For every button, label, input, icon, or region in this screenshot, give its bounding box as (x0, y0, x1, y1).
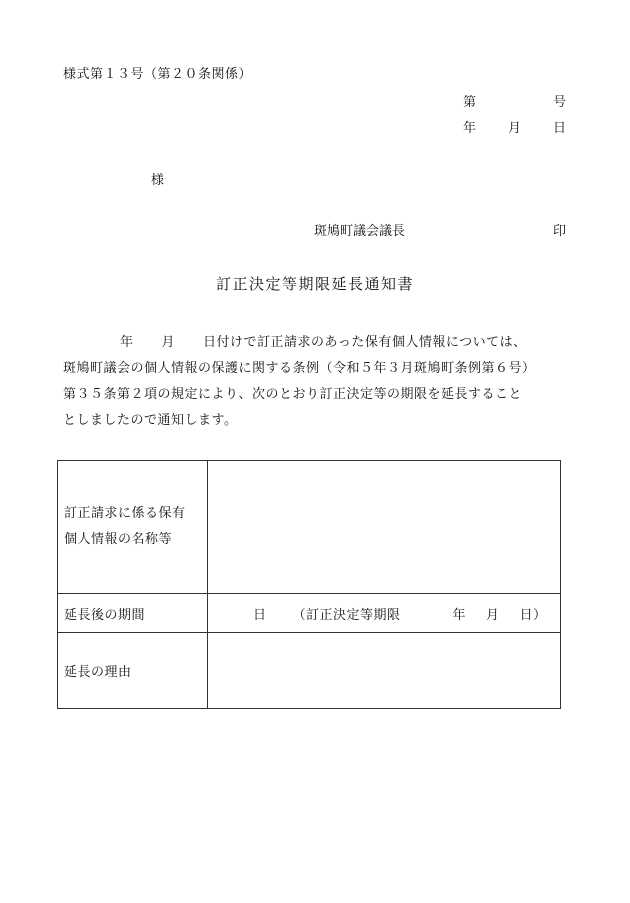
body-year: 年 (120, 335, 134, 350)
period-day: 日 (253, 607, 267, 623)
addressee-suffix: 様 (151, 173, 165, 188)
personal-info-name-label-line2: 個人情報の名称等 (64, 532, 173, 547)
body-line-3: 第３５条第２項の規定により、次のとおり訂正決定等の期限を延長すること (63, 387, 523, 402)
body-line-1 (63, 330, 573, 356)
personal-info-name-field[interactable] (208, 461, 561, 594)
date-year: 年 (463, 121, 477, 136)
document-title: 訂正決定等期限延長通知書 (215, 275, 414, 293)
document-number-suffix: 号 (553, 95, 567, 110)
date-day: 日 (553, 121, 567, 136)
sender-name: 斑鳩町議会議長 (314, 224, 406, 239)
date-month: 月 (508, 121, 522, 136)
table-row (58, 461, 561, 594)
deadline-month: 月 (486, 607, 500, 623)
table-row (58, 594, 561, 633)
body-line-2: 斑鳩町議会の個人情報の保護に関する条例（令和５年３月斑鳩町条例第６号） (63, 361, 536, 376)
deadline-year: 年 (452, 607, 467, 623)
body-paragraph (63, 330, 573, 434)
body-line-4: としましたので通知します。 (63, 413, 238, 428)
info-table (57, 460, 561, 709)
body-month: 月 (161, 335, 176, 350)
table-row (58, 633, 561, 709)
seal-mark: 印 (553, 224, 567, 239)
personal-info-name-label-line1: 訂正請求に係る保有 (64, 506, 186, 521)
extended-period-field[interactable] (208, 594, 561, 633)
document-number-prefix: 第 (463, 95, 477, 110)
extension-reason-label: 延長の理由 (58, 633, 208, 709)
deadline-prefix: （訂正決定等期限 (292, 607, 401, 623)
deadline-day: 日） (519, 607, 547, 623)
extended-period-label: 延長後の期間 (58, 594, 208, 633)
extension-reason-field[interactable] (208, 633, 561, 709)
form-number: 様式第１３号（第２０条関係） (63, 67, 253, 82)
body-line-1-text: 日付けで訂正請求のあった保有個人情報については、 (203, 335, 527, 350)
personal-info-name-label (58, 461, 208, 594)
